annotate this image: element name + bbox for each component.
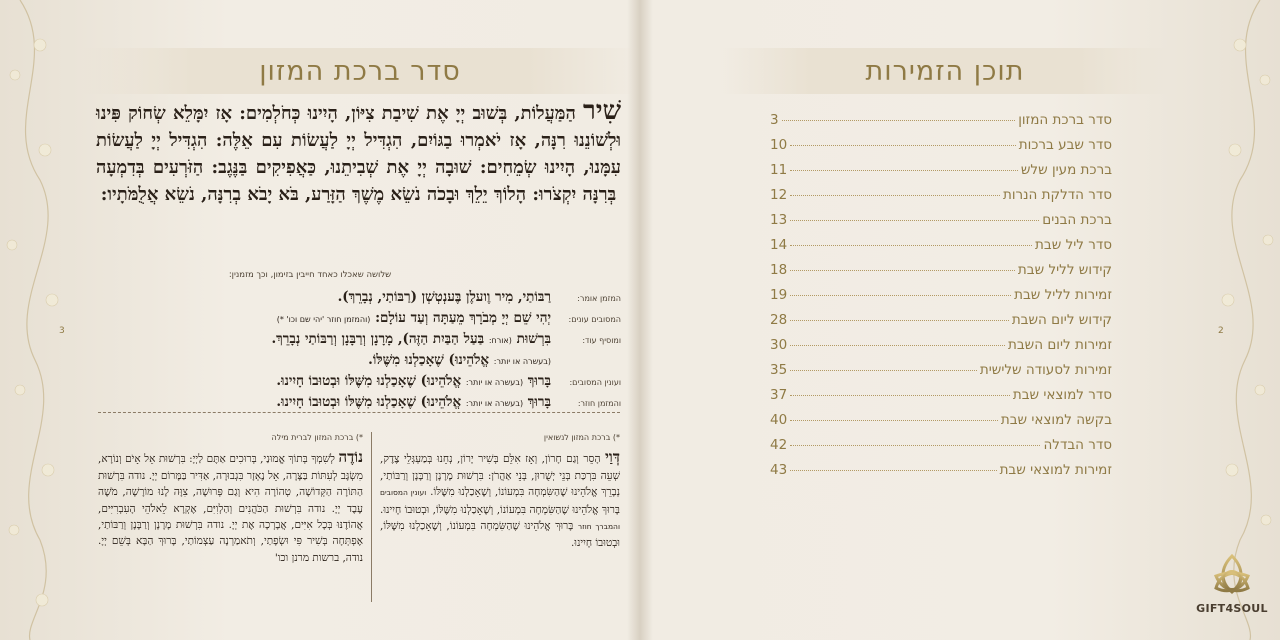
toc-entry[interactable] [770, 387, 1112, 412]
column-text: לְשִׁמְךָ בְּתוֹךְ אֱמוּנַי, בְּרוּכִים אַתֶּם לַיְיָ: בִּרְשׁוּת אֵל אָיֹם וְנוֹרָא, מִשְׂגָּב לְעִתּוֹת בַּצָּרָה, אֵל נֶאְזָר בִּגְבוּרָה, אַדִּיר בַּמָּרוֹם יְיָ. נודה בִּרְשׁוּת הַתּוֹרָה הַקְּדוֹשָׁה, טְהוֹרָה הִיא וְגַם פְּרוּשָׁה, צִוָּה לָנוּ מוֹרָשָׁה, מֹשֶׁה עֶבֶד יְיָ. נודה בִּרְשׁוּת הַכֹּהֲנִים וְהַלְוִיִּם, אֶקְרָא לֵאלֹהֵי הָעִבְרִיִּים, אֲהוֹדֶנּוּ בְּכָל אִיִּים, אֲבָרְכָה אֶת יְיָ. נודה בִּרְשׁוּת מָרָנָן וְרַבָּנָן וְרַבּוֹתַי, אֶפְתְּחָה בְּשִׁיר פִּי וּשְׂפָתַי, וְתֹאמַרְנָה עַצְמוֹתַי, בָּרוּךְ הַבָּא בְּשֵׁם יְיָ. נודה, ברשות מרנן וכו' [98, 453, 363, 564]
toc-entry-page: 3 [770, 112, 779, 128]
zimun-note: (והמזמן חוזר 'יהי שם וכו' *) [276, 315, 371, 324]
toc-dot-leader [790, 320, 1009, 321]
right-page-number: 2 [1218, 326, 1224, 336]
toc-entry-page: 19 [770, 287, 788, 303]
toc-entry-title: קידוש ליום השבת [1011, 312, 1112, 328]
toc-dot-leader [790, 195, 1000, 196]
zimun-row [96, 330, 621, 351]
toc-dot-leader [790, 170, 1018, 171]
zimun-text-cont: אֱלֹהֵינוּ) שֶׁאָכַלְנוּ מִשֶּׁלּוֹ וּבְטוּבוֹ חָיִינוּ. [276, 394, 462, 410]
column-text: בָּרוּךְ אֱלֹהֵינוּ שֶׁהַשִּׂמְחָה בִּמְעוֹנוֹ, וְשֶׁאָכַלְנוּ מִשֶּׁלּוֹ, וּבְטוּבוֹ חָיִינוּ. [380, 503, 620, 516]
toc-entry-page: 28 [770, 312, 788, 328]
column-first-word: דְּוַי [605, 448, 620, 467]
toc-entry-title: סדר ליל שבת [1035, 237, 1112, 253]
zimun-text [96, 309, 551, 329]
zimun-text [96, 393, 551, 413]
toc-entry-page: 43 [770, 462, 788, 478]
left-page-title: סדר ברכת המזון [259, 55, 461, 87]
toc-entry-page: 18 [770, 262, 788, 278]
right-page-title-bar [720, 48, 1170, 94]
toc-entry[interactable] [770, 437, 1112, 462]
column-separator [371, 432, 372, 602]
zimun-text [96, 330, 551, 350]
zimun-text-main: בָּרוּךְ [527, 373, 551, 389]
toc-entry-title: קידוש לליל שבת [1017, 262, 1112, 278]
toc-entry-page: 10 [770, 137, 788, 153]
zimun-text-cont: בַּעַל הַבַּיִת הַזֶּה), מָרָנָן וְרַבָּנָן וְרַבּוֹתַי נְבָרֵךְ. [271, 331, 485, 347]
zimun-note: (בעשרה או יותר: [465, 378, 524, 387]
zimun-text-main: בָּרוּךְ [527, 394, 551, 410]
zimun-row [96, 351, 621, 372]
toc-entry-page: 13 [770, 212, 788, 228]
toc-entry[interactable] [770, 362, 1112, 387]
toc-entry-page: 30 [770, 337, 788, 353]
toc-entry-title: ברכת הבנים [1042, 212, 1112, 228]
toc-dot-leader [790, 145, 1016, 146]
toc-entry-title: סדר הדלקת הנרות [1002, 187, 1112, 203]
right-page-title: תוכן הזמירות [865, 55, 1025, 87]
toc-dot-leader [790, 395, 1010, 396]
psalm-text [96, 98, 621, 208]
zimun-label: המזמן אומר: [577, 294, 621, 303]
toc-entry-title: סדר הבדלה [1043, 437, 1112, 453]
toc-entry-title: זמירות לסעודה שלישית [979, 362, 1112, 378]
toc-entry-title: זמירות למוצאי שבת [999, 462, 1112, 478]
column-first-word: נוֹדֶה [338, 448, 363, 467]
toc-entry[interactable] [770, 237, 1112, 262]
toc-entry[interactable] [770, 187, 1112, 212]
zimun-heading: שלושה שאכלו כאחד חייבין בזימון, וכך מזמנין: [228, 270, 392, 280]
column-heading: *) ברכת המזון לנשואין [543, 433, 620, 442]
dashed-divider [98, 412, 620, 413]
toc-entry[interactable] [770, 137, 1112, 162]
floral-border-left [0, 0, 70, 640]
toc-entry-title: בקשה למוצאי שבת [1000, 412, 1112, 428]
zimun-text-main: בִּרְשׁוּת [516, 331, 551, 347]
toc-dot-leader [790, 370, 977, 371]
toc-dot-leader [782, 120, 1016, 121]
toc-entry-page: 35 [770, 362, 788, 378]
psalm-first-word: שִׁיר [583, 96, 621, 126]
logo-text: GIFT4SOUL [1196, 602, 1268, 615]
toc-dot-leader [790, 245, 1032, 246]
toc-entry-title: סדר ברכת המזון [1018, 112, 1112, 128]
floral-border-right [1210, 0, 1280, 640]
left-page-number: 3 [59, 326, 65, 336]
toc-entry-page: 40 [770, 412, 788, 428]
zimun-row [96, 309, 621, 330]
toc-dot-leader [790, 220, 1039, 221]
toc-dot-leader [790, 295, 1011, 296]
column-text: בָּרוּךְ אֱלֹהֵינוּ שֶׁהַשִּׂמְחָה בִּמְעוֹנוֹ, וְשֶׁאָכַלְנוּ מִשֶּׁלּוֹ, וּבְטוּבוֹ חָיִינוּ. [380, 520, 620, 550]
toc-entry[interactable] [770, 162, 1112, 187]
toc-entry-page: 42 [770, 437, 788, 453]
zimun-label: והמזמן חוזר: [577, 399, 621, 408]
brit-mila-blessing-column [98, 430, 363, 566]
toc-entry-page: 14 [770, 237, 788, 253]
toc-entry[interactable] [770, 212, 1112, 237]
zimun-row [96, 288, 621, 309]
toc-entry-title: ברכת מעין שלש [1020, 162, 1112, 178]
toc-entry[interactable] [770, 412, 1112, 437]
toc-entry[interactable] [770, 337, 1112, 362]
toc-entry-title: זמירות לליל שבת [1014, 287, 1112, 303]
zimun-text [96, 351, 551, 371]
toc-entry[interactable] [770, 462, 1112, 487]
column-heading: *) ברכת המזון לברית מילה [271, 433, 363, 442]
zimun-row [96, 393, 621, 414]
toc-dot-leader [790, 345, 1005, 346]
toc-dot-leader [790, 445, 1040, 446]
toc-entry[interactable] [770, 262, 1112, 287]
toc-dot-leader [790, 420, 998, 421]
zimun-text-main: יְהִי שֵׁם יְיָ מְבֹרָךְ מֵעַתָּה וְעַד עוֹלָם: [375, 310, 551, 326]
column-text: הָסֵר וְגַם חָרוֹן, וְאָז אִלֵּם בְּשִׁיר יָרוֹן, נְחֵנוּ בְּמַעְגְּלֵי צֶדֶק, שְׁעֵה בִּרְכַּת בְּנֵי יְשֻׁרוּן, בְּנֵי אַהֲרֹן: בִּרְשׁוּת מָרָנָן וְרַבָּנָן וְרַבּוֹתַי, נְבָרֵךְ אֱלֹהֵינוּ שֶׁהַשִּׂמְחָה בִּמְעוֹנוֹ, וְשֶׁאָכַלְנוּ מִשֶּׁלּוֹ. [380, 453, 621, 499]
zimun-label: המסובים עונים: [568, 315, 621, 324]
toc-entry-title: סדר למוצאי שבת [1012, 387, 1112, 403]
zimun-text: רַבּוֹתַי, מִיר וֶועלֶן בֶּענְטְשְׁן (רַבּוֹתַי, נְבָרֵךְ). [337, 289, 551, 305]
toc-dot-leader [790, 470, 996, 471]
zimun-note: (אורח: [488, 336, 512, 345]
zimun-section [96, 288, 621, 414]
zimun-row [96, 372, 621, 393]
zimun-text-cont: אֱלֹהֵינוּ) שֶׁאָכַלְנוּ מִשֶּׁלּוֹ וּבְטוּבוֹ חָיִינוּ. [276, 373, 462, 389]
toc-entry[interactable] [770, 287, 1112, 312]
toc-entry-title: זמירות ליום השבת [1007, 337, 1112, 353]
table-of-contents [770, 112, 1112, 487]
toc-dot-leader [790, 270, 1015, 271]
toc-entry-page: 12 [770, 187, 788, 203]
toc-entry[interactable] [770, 312, 1112, 337]
column-small-note: ועונין המסובים [380, 488, 427, 498]
zimun-note: (בעשרה או יותר: [465, 399, 524, 408]
gift4soul-logo [1196, 552, 1268, 632]
zimun-label: ומוסיף עוד: [582, 336, 621, 345]
psalm-body: הַמַּעֲלוֹת, בְּשׁוּב יְיָ אֶת שִׁיבַת צִיּוֹן, הָיִינוּ כְּחֹלְמִים: אָז יִמָּלֵא שְׂחוֹק פִּינוּ וּלְשׁוֹנֵנוּ רִנָּה, אָז יֹאמְרוּ בַגּוֹיִם, הִגְדִּיל יְיָ לַעֲשׂוֹת עִם אֵלֶּה: הִגְדִּיל יְיָ לַעֲשׂוֹת עִמָּנוּ, הָיִינוּ שְׂמֵחִים: שׁוּבָה יְיָ אֶת שְׁבִיתֵנוּ, כַּאֲפִיקִים בַּנֶּגֶב: הַזֹּרְעִים בְּדִמְעָה בְּרִנָּה יִקְצֹרוּ: הָלוֹךְ יֵלֵךְ וּבָכֹה נֹשֵׂא מֶשֶׁךְ הַזָּרַע, בֹּא יָבֹא בְרִנָּה, נֹשֵׂא אֲלֻמֹּתָיו: [96, 103, 621, 205]
zimun-note: (בעשרה או יותר: [493, 357, 551, 366]
left-page-title-bar [80, 48, 640, 94]
zimun-text [96, 372, 551, 392]
toc-entry-page: 37 [770, 387, 788, 403]
triquetra-icon [1210, 552, 1254, 598]
toc-entry-page: 11 [770, 162, 788, 178]
wedding-blessing-column [380, 430, 620, 552]
column-small-note: והמברך חוזר [577, 522, 620, 532]
zimun-label: ועונין המסובים: [569, 378, 621, 387]
zimun-text-main: אֱלֹהֵינוּ) שֶׁאָכַלְנוּ מִשֶּׁלּוֹ. [368, 352, 490, 368]
toc-entry[interactable] [770, 112, 1112, 137]
toc-entry-title: סדר שבע ברכות [1018, 137, 1112, 153]
